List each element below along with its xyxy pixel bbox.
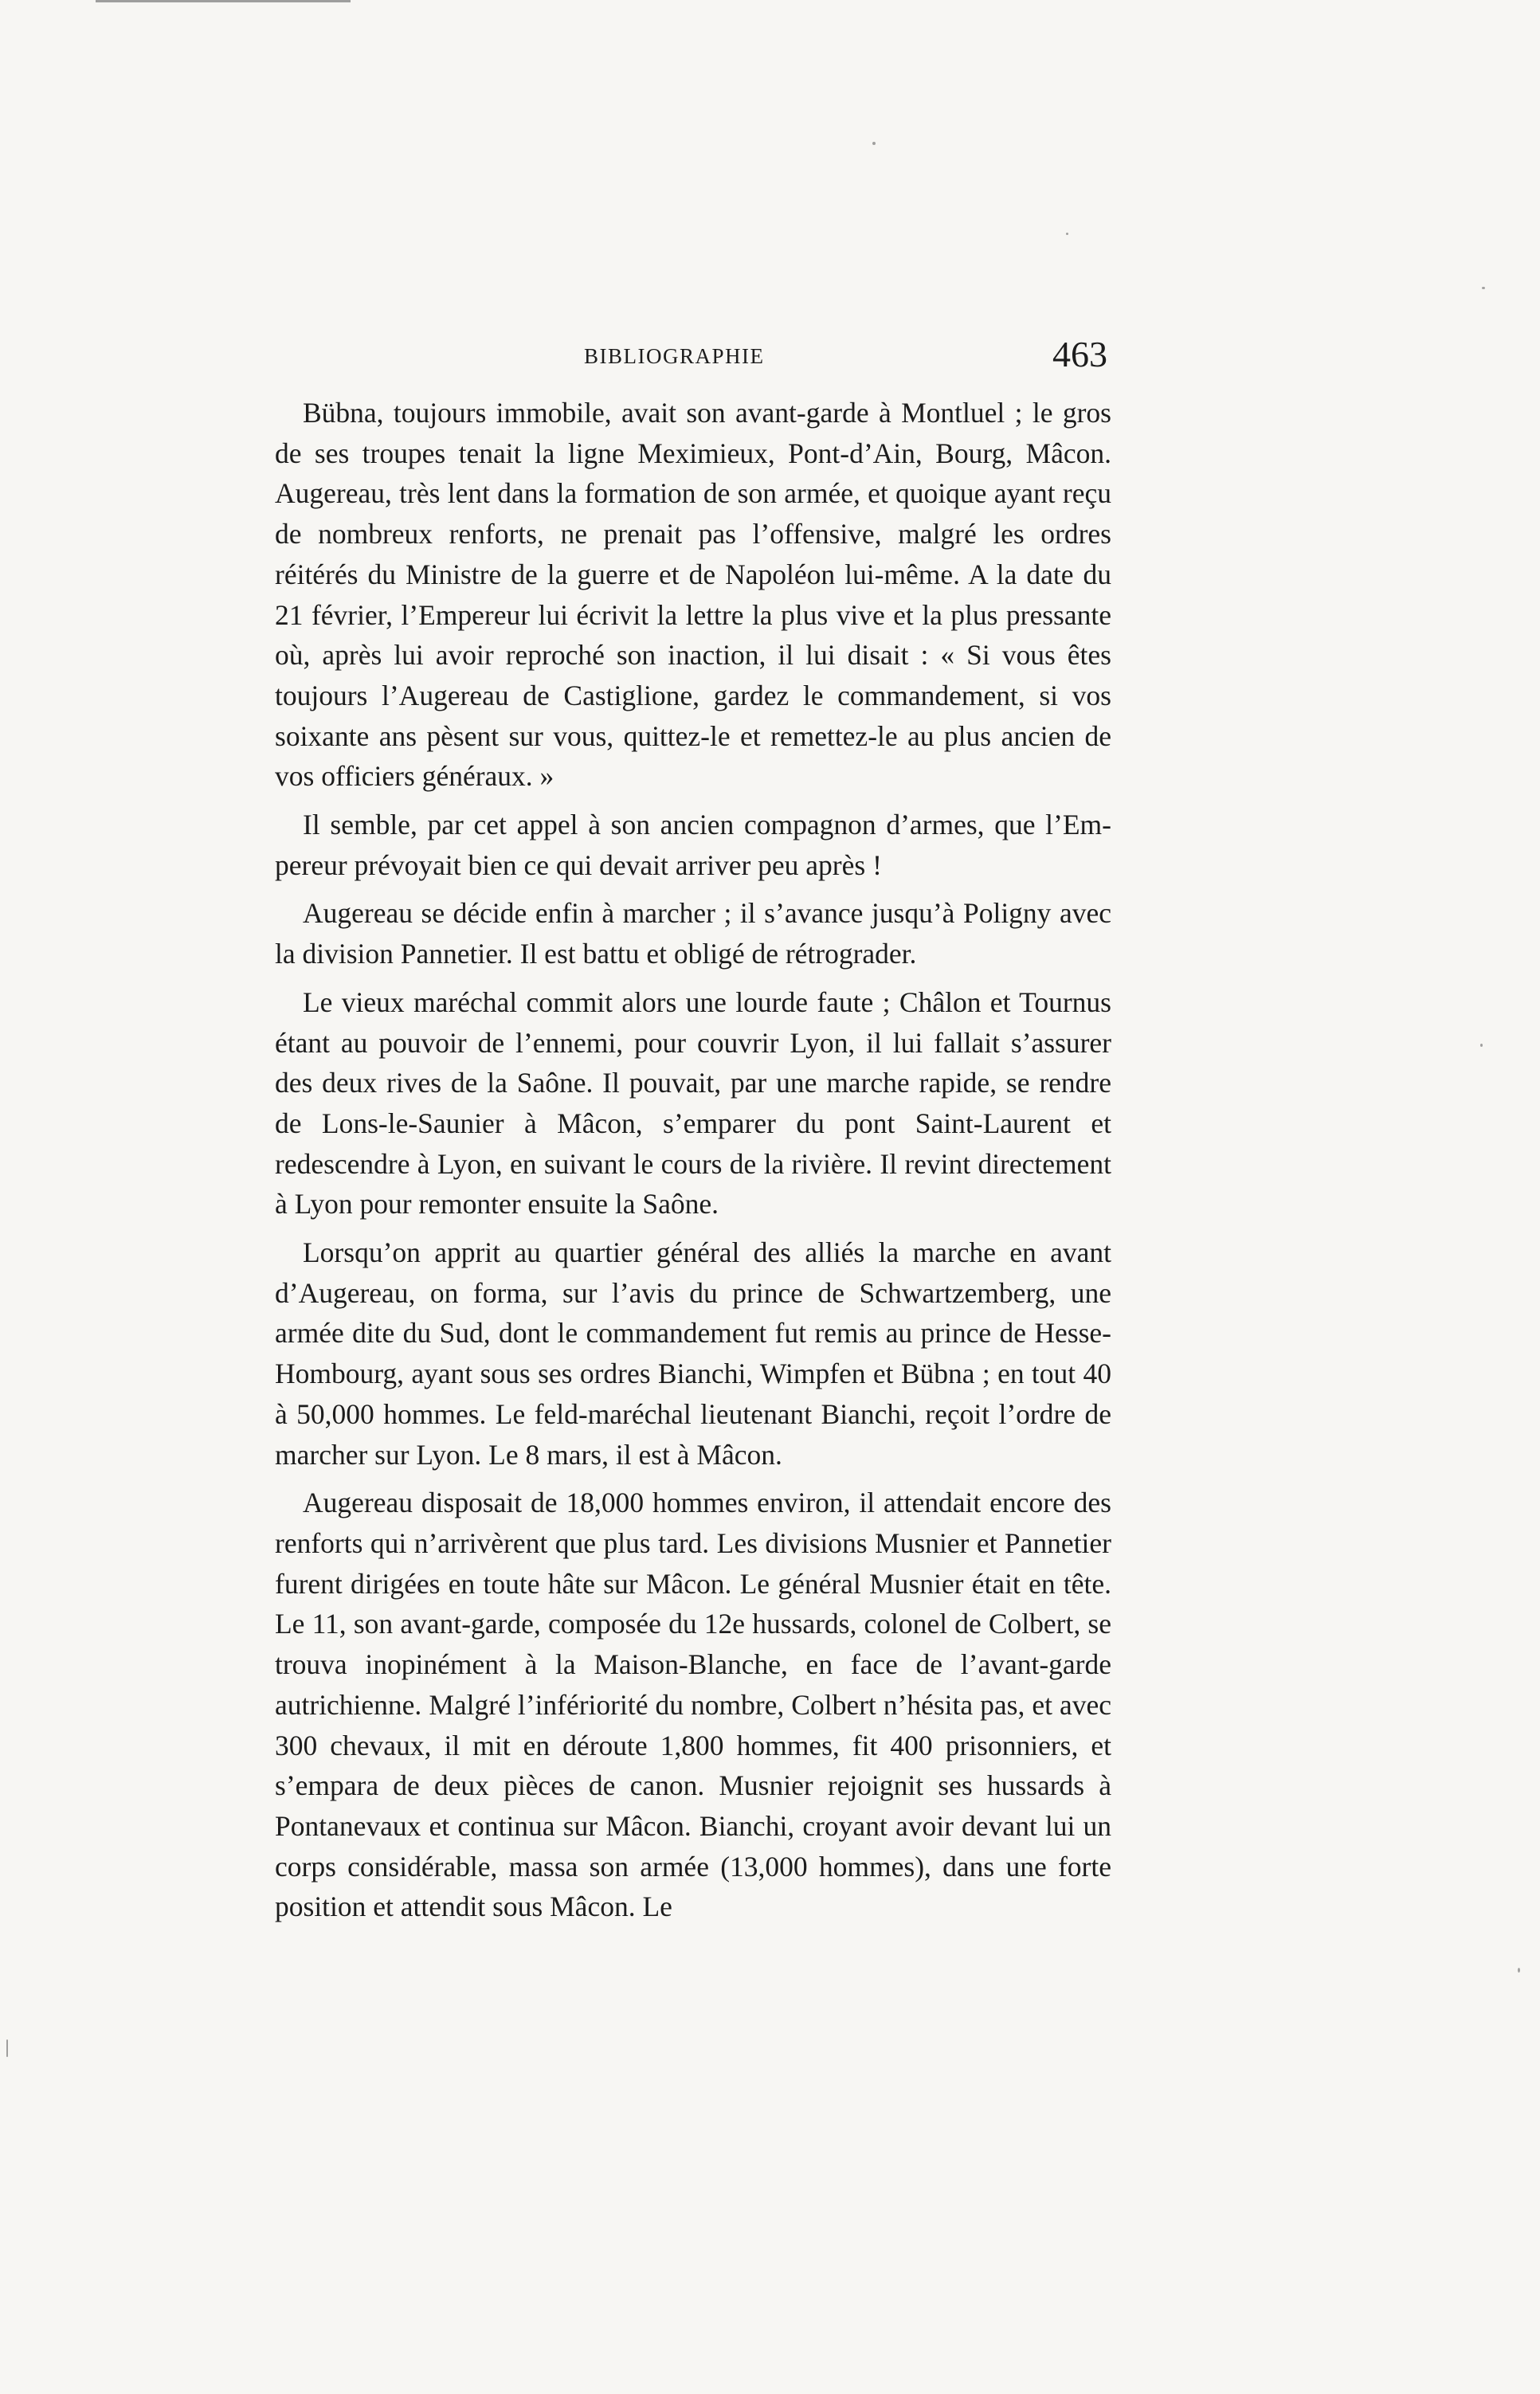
paragraph: Bübna, toujours immobile, avait son avant-garde à Montluel ; le gros de ses troupes tenait la ligne Meximieux, Pont-d’Ain, Bourg, Mâcon. Augereau, très lent dans la formation de son armée, et quoique ayant reçu de nombreux renforts, ne prenait pas l’offensive, malgré les ordres réitérés du Ministre de la guerre et de Napoléon lui-même. A la date du 21 février, l’Empereur lui écrivit la lettre la plus vive et la plus pressante où, après lui avoir reproché son inaction, il lui disait : « Si vous êtes toujours l’Augereau de Castiglione, gardez le commandement, si vos soixante ans pèsent sur vous, quittez-le et remettez-le au plus ancien de vos officiers généraux. » xyxy=(275,397,1111,793)
paragraph: Le vieux maréchal commit alors une lourde faute ; Châlon et Tournus étant au pouvoir de l’ennemi, pour couvrir Lyon, il lui fallait s’assurer des deux rives de la Saône. Il pouvait, par une marche rapide, se rendre de Lons-le-Saunier à Mâcon, s’emparer du pont Saint-Laurent et redescendre à Lyon, en suivant le cours de la rivière. Il revint directement à Lyon pour remonter ensuite la Saône. xyxy=(275,985,1111,1221)
scan-speck xyxy=(1066,233,1068,235)
paragraph: Augereau se décide enfin à marcher ; il s’avance jusqu’à Poligny avec la division Pannetier. Il est battu et obligé de rétrograder. xyxy=(275,897,1111,970)
scan-speck xyxy=(1480,1044,1483,1047)
scan-speck xyxy=(6,2039,8,2057)
paragraph: Lorsqu’on apprit au quartier général des alliés la marche en avant d’Augereau, on forma, sur l’avis du prince de Schwartzemberg, une armée dite du Sud, dont le commandement fut remis au prince de Hesse-Hombourg, ayant sous ses ordres Bianchi, Wimpfen et Bübna ; en tout 40 à 50,000 hommes. Le feld-maréchal lieutenant Bianchi, reçoit l’ordre de marcher sur Lyon. Le 8 mars, il est à Mâcon. xyxy=(275,1236,1111,1471)
paragraph: Il semble, par cet appel à son ancien compagnon d’armes, que l’Empereur prévoyait bien ce qui devait arriver peu après ! xyxy=(275,809,1111,881)
scan-speck xyxy=(1518,1968,1520,1973)
body-text xyxy=(275,393,1111,1927)
scan-speck xyxy=(1482,287,1485,289)
scan-speck xyxy=(872,142,876,145)
paragraph: Augereau disposait de 18,000 hommes environ, il attendait encore des renforts qui n’arrivèrent que plus tard. Les divisions Musnier et Pannetier furent dirigées en toute hâte sur Mâcon. Le général Musnier était en tête. Le 11, son avant-garde, composée du 12e hussards, colonel de Colbert, se trouva inopinément à la Maison-Blanche, en face de l’avant-garde autrichienne. Malgré l’infériorité du nombre, Colbert n’hésita pas, et avec 300 chevaux, il mit en déroute 1,800 hommes, fit 400 prisonniers, et s’empara de deux pièces de canon. Musnier rejoignit ses hussards à Pontanevaux et continua sur Mâcon. Bianchi, croyant avoir devant lui un corps considérable, massa son armée (13,000 hommes), dans une forte position et attendit sous Mâcon. Le xyxy=(275,1487,1111,1923)
running-title: BIBLIOGRAPHIE xyxy=(584,344,765,368)
page-header xyxy=(275,333,1107,381)
scan-edge-rule xyxy=(96,0,351,2)
page-number: 463 xyxy=(1052,334,1107,374)
